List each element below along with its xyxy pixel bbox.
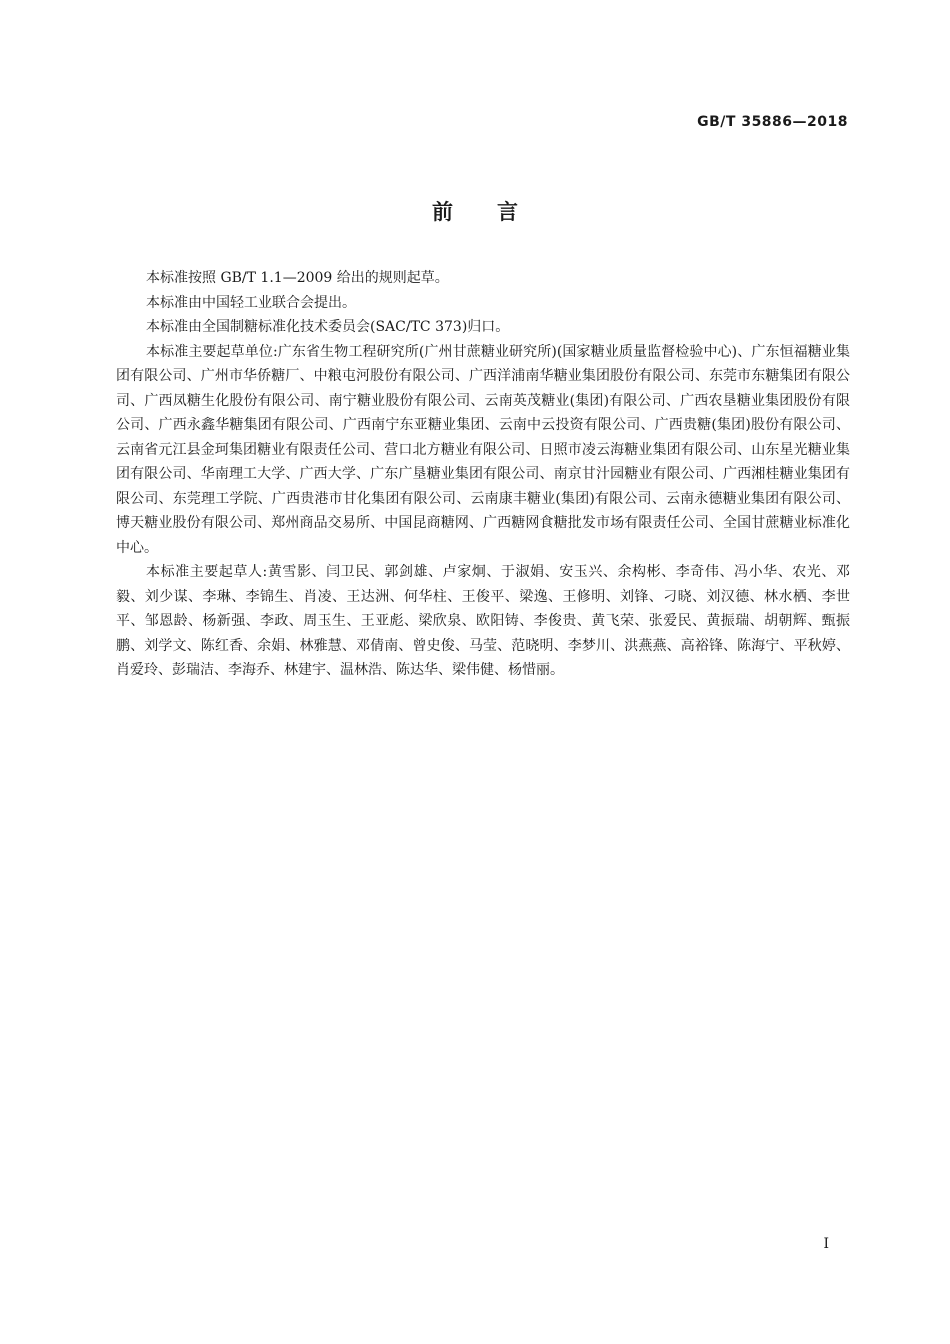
document-body (116, 266, 850, 683)
paragraph-proposed-by: 本标准由中国轻工业联合会提出。 (146, 294, 356, 311)
paragraph-under-jurisdiction: 本标准由全国制糖标准化技术委员会(SAC/TC 373)归口。 (146, 319, 510, 335)
paragraph-drafting-units: 本标准主要起草单位:广东省生物工程研究所(广州甘蔗糖业研究所)(国家糖业质量监督检验中心)、广东恒福糖业集团有限公司、广州市华侨糖厂、中粮屯河股份有限公司、广西洋浦南华糖业集团股份有限公司、东莞市东糖集团有限公司、广西凤糖生化股份有限公司、南宁糖业股份有限公司、云南英茂糖业(集团)有限公司、广西农垦糖业集团股份有限公司、广西永鑫华糖集团有限公司、广西南宁东亚糖业集团、云南中云投资有限公司、广西贵糖(集团)股份有限公司、云南省元江县金珂集团糖业有限责任公司、营口北方糖业有限公司、日照市凌云海糖业集团有限公司、山东星光糖业集团有限公司、华南理工大学、广西大学、广东广垦糖业集团有限公司、南京甘汁园糖业有限公司、广西湘桂糖业集团有限公司、东莞理工学院、广西贵港市甘化集团有限公司、云南康丰糖业(集团)有限公司、云南永德糖业集团有限公司、博天糖业股份有限公司、郑州商品交易所、中国昆商糖网、广西糖网食糖批发市场有限责任公司、全国甘蔗糖业标准化中心。 (116, 343, 850, 556)
page-number: I (823, 1236, 829, 1252)
paragraph-drafting-rules: 本标准按照 GB/T 1.1—2009 给出的规则起草。 (146, 270, 449, 286)
page-title: 前言 (432, 200, 562, 224)
paragraph-drafters: 本标准主要起草人:黄雪影、闫卫民、郭剑雄、卢家炯、于淑娟、安玉兴、余构彬、李奇伟、冯小华、农光、邓毅、刘少谋、李琳、李锦生、肖凌、王达洲、何华柱、王俊平、梁逸、王修明、刘锋、刁晓、刘汉德、林水栖、李世平、邹恩龄、杨新强、李政、周玉生、王亚彪、梁欣泉、欧阳铸、李俊贵、黄飞荣、张爱民、黄振瑞、胡朝辉、甄振鹏、刘学文、陈红香、余娟、林雅慧、邓倩南、曾史俊、马莹、范晓明、李梦川、洪燕燕、高裕锋、陈海宁、平秋婷、肖爱玲、彭瑞洁、李海乔、林建宇、温林浩、陈达华、梁伟健、杨惜丽。 (116, 564, 850, 678)
standard-number: GB/T 35886—2018 (697, 114, 848, 130)
